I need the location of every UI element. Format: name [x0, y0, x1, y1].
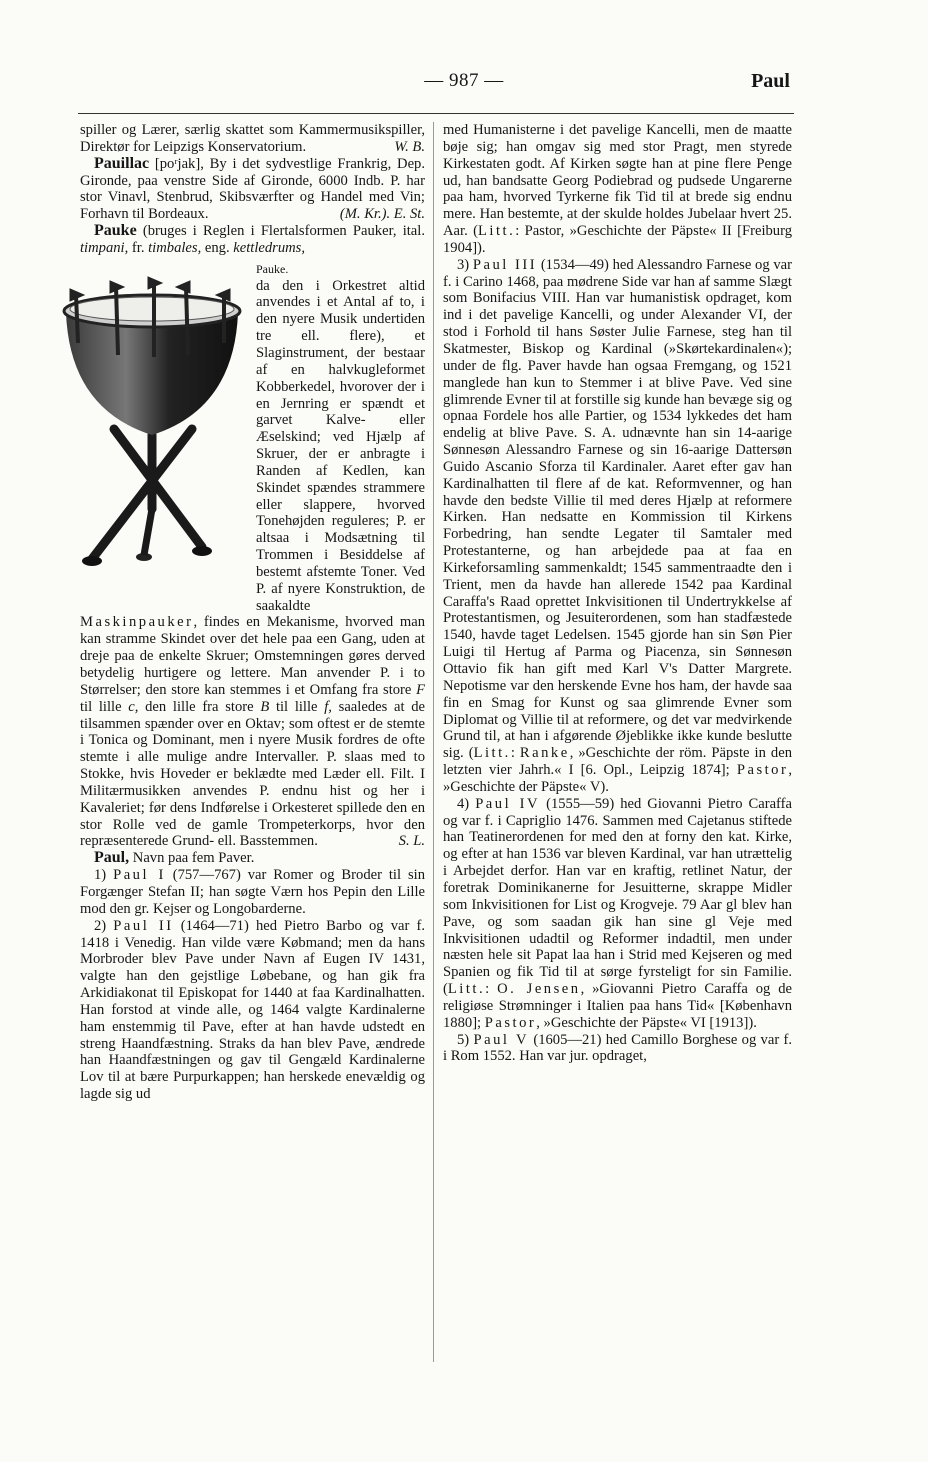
- literature-label: Litt.: [473, 745, 511, 762]
- paul-iv: [443, 796, 792, 1032]
- note-name: c,: [128, 698, 139, 715]
- pope-name: Paul II: [113, 917, 174, 934]
- signature: S. L.: [398, 833, 425, 850]
- signature: W. B.: [394, 138, 425, 155]
- pauke-figure: [52, 259, 248, 596]
- entry-text: den lille fra store: [138, 698, 261, 715]
- item-number: 2): [94, 917, 114, 934]
- note-name: B: [260, 698, 270, 715]
- note-name: f,: [324, 698, 332, 715]
- entry-text: eng.: [201, 239, 234, 256]
- header-rule: [78, 113, 794, 114]
- entry-text: til lille: [269, 698, 325, 715]
- paul-ii-continuation: [443, 122, 792, 257]
- entry-text: , »Geschichte der Päpste« VI [1913]).: [536, 1014, 757, 1031]
- entry-text: (bruges i Reglen i Flertalsformen Pauker, ital.: [136, 223, 425, 240]
- author-name: O. Jensen: [497, 981, 581, 998]
- item-number: 4): [457, 795, 476, 812]
- paul-i: [80, 867, 425, 918]
- item-number: 1): [94, 867, 114, 884]
- headword: Pauillac: [94, 154, 150, 172]
- entry-text: (1534—49) hed Alessandro Farnese og var f. i Carino 1468, paa mødrene Side var han af samme Slægt som Bonifacius VIII. Han var humanistisk opdraget, kom ind i det pavelige Kancelli, og under Alexander VI, der stod i Forhold til hans Søster Julie Farnese, steg han til Skatmester, Biskop og Kardinal (»Skørtekardinalen«); under de flg. Paver havde han ogsaa Fremgang, og 1521 manglede han kun to Stemmer i at blive Pave. Ved sine glimrende Evner til at forstille sig kunde han bevæge sig og opnaa Fordele hos alle Partier, og 1534 lykkedes det ham endelig at blive Pave. S. A. udnævnte han sin 14-aarige Sønnesøn Alessandro Farnese og sin 16-aarige Dattersøn Guido Ascanio Sforza til Kardinaler. Aaret efter gav han Kardinalhatten til flere af de kat. Reformvenner, og han havde den bedste Villie til med deres Hjælp at reformere Kirken. Han nedsatte en Kommission til Kirkens Forbedring, han sendte Legater til Samtaler med Protestanterne, og han arbejdede paa at faa en Kirkeforsamling sammenkaldt; 1545 sammentraadte den i Trient, men da havde han allerede 1542 paa Kardinal Caraffa's Raad oprettet Inkvisitionen til Undertrykkelse af Protestantismen, og Jesuiterordenen, som han stadfæstede 1540, havde taget Ledelsen. 1545 gjorde han sin Søn Pier Luigi til Hertug af Parma og Piacenza, sin Sønnesøn Ottavio fik han gift med Karl V's Datter Margrete. Nepotisme var den herskende Evne hos ham, der havde saa fin en Smag for Kunst og saa glimrende Evner som Diplomat og Villie til at reformere, og det var medvirkende Grund til, at han i afgørende Øjeblikke ikke kunde beslutte sig. (: [443, 256, 792, 762]
- entry-text: :: [485, 981, 498, 998]
- column-divider: [433, 122, 434, 1362]
- item-number: 3): [457, 256, 473, 273]
- paul-iii: [443, 257, 792, 796]
- paul-v: [443, 1032, 792, 1066]
- entry-pauillac: [80, 156, 425, 223]
- entry-text: Navn paa fem Paver.: [129, 850, 255, 867]
- spaced-term: Maskinpauker: [80, 614, 194, 631]
- entry-text: saaledes at de tilsammen spænder over en Oktav; som oftest er de stemte i Tonica og Dominant, men i nyere Musik fordres de ofte stemte i alle mulige andre Intervaller. P. slaas med to Stokke, hvis Hoveder er beklædte med Læder ell. Filt. I Militærmusikken anvendes P. endnu hist og her i Kavaleriet; før dens Indførelse i Orkesteret spillede den en stor Rolle ved de gamle Trompeterkorps, hvor den repræsenterede Grund- ell. Basstemmen.: [80, 698, 425, 850]
- literature-label: Litt.: [477, 223, 516, 240]
- note-name: F: [416, 681, 425, 698]
- entry-pauke: [80, 223, 425, 257]
- figure-caption: Pauke.: [256, 261, 289, 276]
- entry-continuation: [80, 122, 425, 156]
- entry-text: , findes en Mekanisme, hvorved man kan stramme Skindet over det hele paa een Gang, uden at dreje paa de enkelte Skruer; Omstemningen gøres derved betydelig hurtigere og lettere. Man anvender P. i to Størrelser; den store kan stemmes i et Omfang fra store: [80, 614, 425, 698]
- entry-paul: [80, 850, 425, 867]
- entry-text: [poʳjak], By i det sydvestlige Frankrig, Dep. Gironde, paa venstre Side af Gironde, 6000 Indb. P. har stor Vinavl, Stenbrud, Skibsværfter og Handel med Vin; Forhavn til Bordeaux.: [80, 155, 425, 223]
- pope-name: Paul IV: [475, 795, 541, 812]
- literature-label: Litt.: [447, 981, 486, 998]
- author-name: Pastor: [736, 762, 789, 779]
- foreign-term: timpani,: [80, 239, 129, 256]
- entry-text: (1464—71) hed Pietro Barbo og var f. 1418 i Venedig. Han vilde være Købmand; men da hans Morbroder blev Pave under Navn af Eugen IV 1431, valgte han den gejstlige Løbebane, og han gik fra Arkidiakonat til Episkopat for 1440 at faa Kardinalhatten. Han forstod at vinde alle, og 1464 valgte Kardinalerne ham enstemmig til Pave, efter at han havde udstedt en streng Haandfæstning. Straks da han blev Pave, ændrede han Haandfæstningen og gav til Gengæld Kardinalerne Lov til at bære Purpurkappen; han herskede enevældig og lagde sig ud: [80, 917, 425, 1103]
- pope-name: Paul III: [472, 256, 538, 273]
- entry-text: da den i Orkestret altid anvendes i et Antal af to, i den nyere Musik undertiden tre ell. flere), et Slaginstrument, der bestaar af en halvkugleformet Kobberkedel, hvorover der i en Jernring er spændt et garvet Kalve- eller Æselskind; ved Hjælp af Skruer, der er anbragte i Randen af Kedlen, kan Skindet spændes strammere eller slappere, hvorved Tonehøjden reguleres; P. er altsaa i Modsætning til Trommen i Besiddelse af bestemt afstemte Toner. Ved P. af nyere Konstruktion, de saakaldte: [256, 277, 425, 614]
- signature: (M. Kr.). E. St.: [339, 206, 425, 223]
- entry-text: fr.: [128, 239, 149, 256]
- entry-text: (757—767) var Romer og Broder til sin Forgænger Stefan II; han søgte Værn hos Pepin den Lille mod den gr. Kejser og Longobarderne.: [80, 867, 425, 917]
- entry-text: til lille: [80, 698, 129, 715]
- left-column: [80, 122, 425, 1103]
- page-number: — 987 —: [424, 70, 504, 91]
- paul-ii: [80, 918, 425, 1103]
- author-name: Ranke: [519, 745, 570, 762]
- entry-text: , »Geschichte der röm. Päpste in den letzten vier Jahrh.« I [6. Opl., Leipzig 1874];: [443, 745, 793, 779]
- right-column: [443, 122, 792, 1065]
- running-head: Paul: [751, 70, 790, 92]
- entry-text: , »Giovanni Pietro Caraffa og de religiøse Strømninger i Italien paa hans Tid« [København 1880];: [443, 981, 793, 1031]
- entry-text: , »Geschichte der Päpste« V).: [443, 762, 792, 795]
- entry-text: med Humanisterne i det pavelige Kancelli, men de maatte bøje sig; han omgav sig med stor Pragt, men styrede Kirkestaten godt. Af Kirken søgte han at pine flere Penge ud, han bandsatte Georg Podiebrad og pudsede Ungarerne paa ham, hvorved Tyrkerne fik Tid til at brede sig endnu mere. Han bestemte, at der skulde holdes Jubelaar hvert 25. Aar. (: [443, 122, 792, 240]
- entry-text: spiller og Lærer, særlig skattet som Kammermusikspiller, Direktør for Leipzigs Konservatorium.: [80, 122, 425, 155]
- item-number: 5): [457, 1031, 474, 1048]
- foreign-term: kettledrums,: [233, 239, 306, 256]
- entry-text: :: [510, 745, 520, 762]
- entry-text: (1605—21) hed Camillo Borghese og var f. i Rom 1552. Han var jur. opdraget,: [443, 1031, 793, 1065]
- pope-name: Paul I: [113, 867, 166, 884]
- page-header: [0, 70, 928, 100]
- author-name: Pastor: [484, 1014, 537, 1031]
- entry-text: : Pastor, »Geschichte der Päpste« II [Freiburg 1904]).: [443, 223, 792, 256]
- pope-name: Paul V: [473, 1031, 530, 1048]
- foreign-term: timbales,: [148, 239, 202, 256]
- headword: Paul,: [94, 849, 130, 867]
- kettledrum-illustration: [52, 259, 248, 577]
- headword: Pauke: [94, 222, 137, 240]
- entry-text: (1555—59) hed Giovanni Pietro Caraffa og var f. i Capriglio 1476. Sammen med Cajetanus stiftede han Teatinerordenen for med den at forny den kat. Kirke, og efter at han 1536 var bleven Kardinal, var han utrættelig i Arbejdet derfor. Han var en kraftig, retlinet Natur, der foretrak Dominikanerne for Jesuitterne, skrappe Midler som Inkvisitionen for List og Krogveje. 79 Aar gl blev han Pave, og som saadan gik han sine gl Veje med Inkvisitionen udadtil og Reformer indadtil, men under næsten hele sit Papat laa han i Strid med Kejseren og med Spanien og fik Tid til at sørge fyrsteligt for sin Familie. (: [443, 795, 792, 998]
